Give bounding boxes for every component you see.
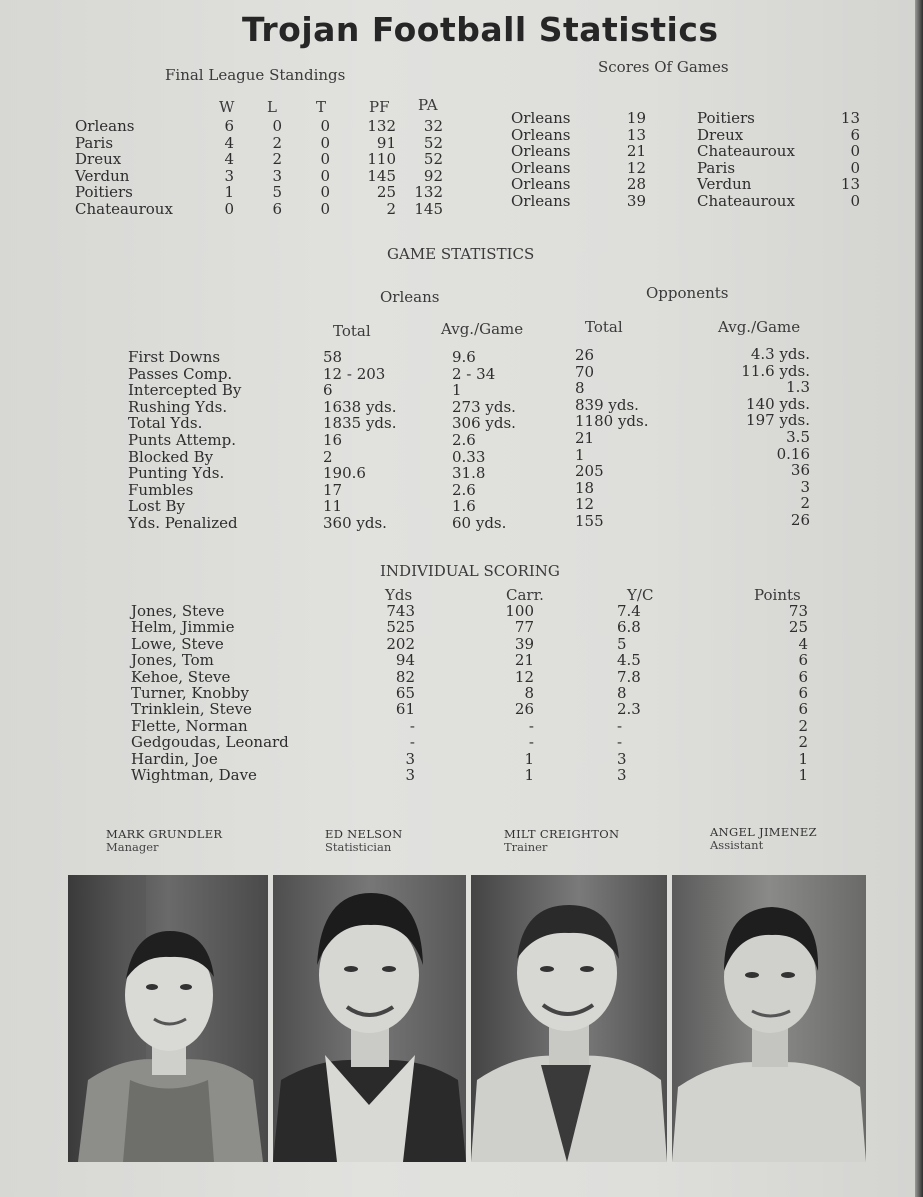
- standings-l: 3: [272, 166, 282, 185]
- scorer-carr: 12: [514, 667, 534, 686]
- score-opponent-points: 0: [850, 192, 860, 210]
- stat-opponents-avg: 140 yds.: [746, 394, 810, 413]
- scorer-name: Jones, Tom: [131, 651, 214, 670]
- stat-opponents-avg: 2: [800, 494, 810, 513]
- standings-pa: 145: [414, 200, 443, 218]
- staff-caption: [504, 828, 619, 854]
- stat-orleans-avg: 2.6: [452, 480, 476, 499]
- scorer-carr: -: [528, 733, 534, 752]
- score-opponent-team: Paris: [697, 158, 736, 177]
- stat-opponents-avg: 4.3 yds.: [750, 345, 810, 363]
- stat-label: Intercepted By: [128, 381, 242, 400]
- individual-col-yds: Yds: [385, 586, 413, 604]
- standings-pa: 132: [414, 183, 443, 202]
- portrait-photo-nelson: [273, 875, 466, 1162]
- scorer-carr: 8: [524, 684, 534, 702]
- score-home-team: Orleans: [511, 109, 571, 127]
- stat-orleans-total: 58: [323, 348, 343, 366]
- stat-opponents-total: 21: [575, 429, 595, 447]
- stat-orleans-avg: 2.6: [452, 431, 476, 449]
- scorer-carr: 1: [524, 766, 534, 784]
- scorer-yc: 2.3: [617, 700, 641, 719]
- standings-team: Orleans: [75, 117, 135, 135]
- portrait-photo-grundler: [68, 875, 268, 1162]
- scorer-carr: 77: [514, 618, 534, 637]
- game-stats-group-opponents: Opponents: [646, 284, 729, 302]
- scorer-yc: 7.8: [617, 667, 641, 686]
- stat-opponents-total: 839 yds.: [575, 395, 639, 414]
- scorer-yc: 5: [617, 634, 627, 653]
- stat-label: Passes Comp.: [128, 364, 233, 383]
- score-home-points: 39: [626, 192, 646, 210]
- score-home-points: 28: [626, 175, 646, 194]
- stat-opponents-total: 1180 yds.: [575, 412, 649, 431]
- stat-label: Punts Attemp.: [128, 431, 237, 449]
- scorer-yds: 82: [395, 667, 415, 686]
- standings-team: Dreux: [75, 150, 122, 169]
- standings-w: 6: [224, 117, 234, 135]
- score-home-points: 13: [626, 125, 646, 144]
- staff-role: Manager: [106, 840, 159, 854]
- staff-name: ANGEL JIMENEZ: [710, 825, 817, 839]
- stat-orleans-total: 11: [323, 497, 343, 516]
- staff-name: MARK GRUNDLER: [106, 827, 223, 841]
- standings-t: 0: [320, 183, 330, 202]
- scorer-yds: 3: [405, 766, 415, 784]
- score-opponent-team: Dreux: [697, 125, 744, 144]
- staff-name: ED NELSON: [325, 827, 403, 841]
- scorer-carr: 1: [524, 749, 534, 768]
- stat-orleans-avg: 60 yds.: [452, 514, 507, 532]
- scorer-yds: 94: [395, 651, 415, 670]
- standings-pf: 145: [367, 166, 396, 185]
- standings-team: Verdun: [75, 166, 130, 185]
- score-opponent-points: 6: [850, 125, 860, 144]
- standings-t: 0: [320, 133, 330, 152]
- stat-orleans-total: 2: [323, 447, 333, 466]
- score-opponent-team: Poitiers: [697, 109, 755, 127]
- scorer-points: 6: [798, 700, 808, 719]
- stat-label: Punting Yds.: [128, 464, 225, 483]
- portrait-photo-jimenez: [672, 875, 866, 1162]
- individual-col-carr: Carr.: [506, 586, 544, 604]
- stat-orleans-avg: 306 yds.: [452, 414, 516, 433]
- score-opponent-team: Chateauroux: [697, 142, 795, 161]
- scorer-points: 6: [798, 651, 808, 670]
- scorer-yc: 3: [617, 766, 627, 784]
- staff-caption: [106, 828, 222, 854]
- stat-opponents-total: 18: [575, 478, 595, 497]
- score-home-team: Orleans: [511, 192, 571, 210]
- game-stats-col-opp-total: Total: [585, 318, 623, 336]
- stat-orleans-total: 17: [323, 480, 343, 499]
- staff-role: Assistant: [710, 838, 764, 852]
- standings-t: 0: [320, 200, 330, 218]
- stat-orleans-avg: 9.6: [452, 348, 476, 366]
- scorer-name: Turner, Knobby: [131, 684, 250, 702]
- scorer-yc: 6.8: [617, 618, 641, 637]
- standings-w: 0: [224, 200, 234, 218]
- score-opponent-team: Chateauroux: [697, 192, 795, 210]
- scorer-name: Helm, Jimmie: [131, 618, 235, 637]
- standings-team: Chateauroux: [75, 200, 173, 218]
- score-home-team: Orleans: [511, 142, 571, 161]
- scorer-points: 6: [798, 667, 808, 686]
- scorer-name: Flette, Norman: [131, 716, 248, 735]
- scorer-yc: 8: [617, 684, 627, 702]
- stat-orleans-avg: 0.33: [452, 447, 486, 466]
- scorer-name: Jones, Steve: [131, 602, 225, 620]
- game-stats-col-orleans-avg: Avg./Game: [441, 320, 524, 338]
- stat-label: Total Yds.: [128, 414, 203, 433]
- game-stats-col-orleans-total: Total: [333, 322, 371, 340]
- stat-opponents-avg: 3.5: [786, 428, 810, 446]
- scorer-points: 73: [788, 602, 808, 620]
- standings-col-l: L: [267, 98, 277, 116]
- score-home-points: 12: [626, 158, 646, 177]
- scorer-name: Kehoe, Steve: [131, 667, 231, 686]
- scorer-yc: -: [617, 733, 623, 752]
- scorer-yds: 525: [386, 618, 415, 637]
- scorer-points: 4: [798, 634, 808, 653]
- score-home-team: Orleans: [511, 175, 571, 194]
- stat-orleans-avg: 273 yds.: [452, 397, 516, 416]
- stat-opponents-total: 205: [575, 462, 604, 481]
- stat-label: Fumbles: [128, 480, 194, 499]
- score-opponent-points: 13: [840, 109, 860, 127]
- scorer-name: Lowe, Steve: [131, 634, 224, 653]
- game-stats-heading: GAME STATISTICS: [387, 245, 535, 263]
- standings-l: 2: [272, 150, 282, 169]
- score-opponent-points: 0: [850, 142, 860, 161]
- stat-opponents-avg: 197 yds.: [746, 411, 810, 430]
- standings-t: 0: [320, 150, 330, 169]
- individual-col-points: Points: [754, 586, 801, 604]
- stat-orleans-total: 12 - 203: [323, 364, 386, 383]
- standings-col-w: W: [219, 98, 235, 116]
- stat-orleans-avg: 2 - 34: [452, 364, 496, 383]
- score-opponent-team: Verdun: [697, 175, 752, 194]
- stat-label: First Downs: [128, 348, 221, 366]
- scorer-yc: -: [617, 716, 623, 735]
- score-home-points: 21: [626, 142, 646, 161]
- stat-opponents-avg: 1.3: [786, 378, 810, 397]
- standings-pf: 25: [376, 183, 396, 202]
- stat-orleans-total: 16: [323, 431, 343, 449]
- stat-opponents-total: 70: [575, 362, 595, 381]
- stat-opponents-total: 155: [575, 512, 604, 530]
- standings-col-pa: PA: [418, 96, 438, 114]
- stat-opponents-avg: 26: [790, 511, 810, 529]
- scorer-yds: 743: [386, 602, 415, 620]
- standings-pa: 52: [423, 150, 443, 169]
- stat-opponents-total: 1: [575, 445, 585, 464]
- standings-t: 0: [320, 166, 330, 185]
- standings-w: 1: [224, 183, 234, 202]
- scorer-points: 1: [798, 766, 808, 784]
- stat-opponents-avg: 3: [800, 477, 810, 496]
- standings-pf: 132: [367, 117, 396, 135]
- page-edge-shadow: [915, 0, 923, 1197]
- standings-team: Paris: [75, 133, 114, 152]
- score-home-points: 19: [626, 109, 646, 127]
- stat-orleans-avg: 31.8: [452, 464, 486, 483]
- scorer-points: 1: [798, 749, 808, 768]
- stat-opponents-avg: 0.16: [776, 444, 810, 463]
- scorer-yds: 202: [386, 634, 415, 653]
- standings-l: 6: [272, 200, 282, 218]
- individual-col-yc: Y/C: [627, 586, 654, 604]
- scorer-yds: 61: [395, 700, 415, 719]
- score-home-team: Orleans: [511, 125, 571, 144]
- scorer-carr: 100: [505, 602, 534, 620]
- portrait-photo-creighton: [471, 875, 667, 1162]
- scorer-points: 25: [788, 618, 808, 637]
- standings-l: 0: [272, 117, 282, 135]
- standings-w: 4: [224, 133, 234, 152]
- standings-w: 4: [224, 150, 234, 169]
- scores-heading: Scores Of Games: [598, 58, 729, 76]
- scorer-name: Hardin, Joe: [131, 749, 218, 768]
- scorer-name: Wightman, Dave: [131, 766, 257, 784]
- scorer-name: Trinklein, Steve: [131, 700, 252, 719]
- standings-pa: 32: [423, 117, 443, 135]
- scorer-points: 6: [798, 684, 808, 702]
- stat-opponents-total: 12: [575, 495, 595, 514]
- score-home-team: Orleans: [511, 158, 571, 177]
- standings-l: 5: [272, 183, 282, 202]
- scorer-yds: -: [409, 733, 415, 752]
- scorer-yc: 7.4: [617, 602, 641, 620]
- stat-orleans-avg: 1.6: [452, 497, 476, 516]
- stat-label: Blocked By: [128, 447, 214, 466]
- game-stats-group-orleans: Orleans: [380, 288, 440, 306]
- standings-pa: 52: [423, 133, 443, 152]
- game-stats-col-opp-avg: Avg./Game: [718, 318, 801, 336]
- standings-team: Poitiers: [75, 183, 133, 202]
- scorer-carr: -: [528, 716, 534, 735]
- stat-orleans-avg: 1: [452, 381, 462, 400]
- scorer-yds: 65: [395, 684, 415, 702]
- stat-opponents-total: 26: [575, 346, 595, 364]
- scorer-carr: 21: [514, 651, 534, 670]
- standings-heading: Final League Standings: [165, 66, 346, 84]
- standings-col-pf: PF: [369, 98, 390, 116]
- stat-orleans-total: 1835 yds.: [323, 414, 397, 433]
- scorer-carr: 39: [514, 634, 534, 653]
- individual-heading: INDIVIDUAL SCORING: [380, 562, 560, 580]
- stat-orleans-total: 190.6: [323, 464, 366, 483]
- scorer-yds: 3: [405, 749, 415, 768]
- staff-name: MILT CREIGHTON: [504, 827, 620, 841]
- page-title: Trojan Football Statistics: [242, 10, 719, 49]
- standings-pf: 110: [367, 150, 396, 169]
- staff-role: Statistician: [325, 840, 392, 854]
- scorer-name: Gedgoudas, Leonard: [131, 733, 289, 752]
- standings-t: 0: [320, 117, 330, 135]
- stat-orleans-total: 6: [323, 381, 333, 400]
- scorer-yc: 3: [617, 749, 627, 768]
- stat-orleans-total: 1638 yds.: [323, 397, 397, 416]
- stat-opponents-avg: 11.6 yds.: [741, 361, 810, 380]
- standings-l: 2: [272, 133, 282, 152]
- stat-label: Lost By: [128, 497, 185, 516]
- scorer-yc: 4.5: [617, 651, 641, 670]
- staff-caption: [710, 826, 817, 852]
- standings-pf: 91: [376, 133, 396, 152]
- stat-label: Yds. Penalized: [128, 514, 238, 532]
- standings-pf: 2: [386, 200, 396, 218]
- scorer-points: 2: [798, 733, 808, 752]
- score-opponent-points: 13: [840, 175, 860, 194]
- scorer-points: 2: [798, 716, 808, 735]
- stat-label: Rushing Yds.: [128, 397, 228, 416]
- scorer-yds: -: [409, 716, 415, 735]
- scorer-carr: 26: [514, 700, 534, 719]
- standings-w: 3: [224, 166, 234, 185]
- standings-col-t: T: [316, 98, 327, 116]
- standings-pa: 92: [423, 166, 443, 185]
- stat-opponents-total: 8: [575, 379, 585, 398]
- stat-orleans-total: 360 yds.: [323, 514, 387, 532]
- staff-role: Trainer: [504, 840, 548, 854]
- stat-opponents-avg: 36: [790, 461, 810, 480]
- score-opponent-points: 0: [850, 158, 860, 177]
- staff-caption: [325, 828, 402, 854]
